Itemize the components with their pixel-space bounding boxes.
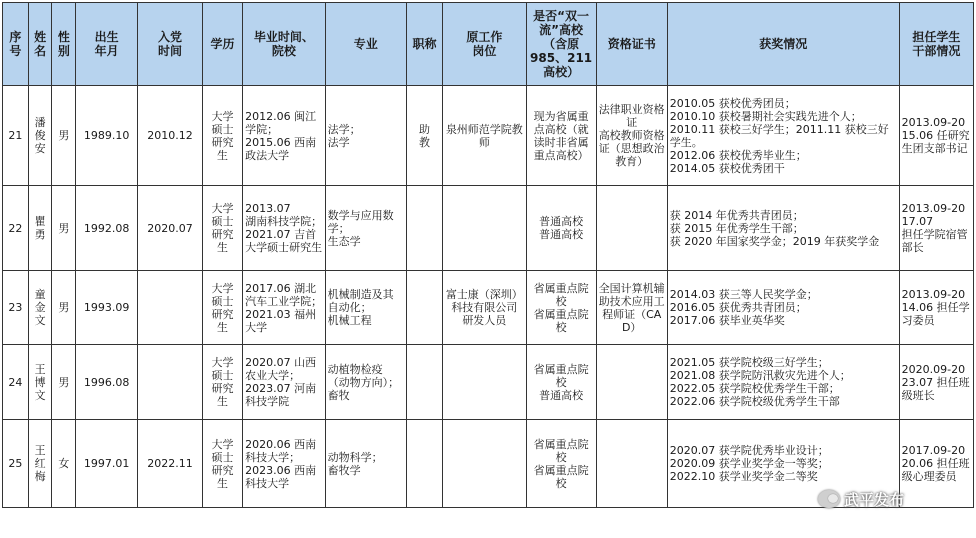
- cell-name: 瞿 勇: [28, 186, 52, 271]
- cell-graduation: 2012.06 闽江学院； 2015.06 西南政法大学: [243, 86, 325, 186]
- cell-birth: 1989.10: [76, 86, 138, 186]
- cell-title: [407, 345, 443, 420]
- cell-prev-job: [443, 420, 526, 508]
- cell-name: 潘 俊 安: [28, 86, 52, 186]
- cell-name: 王 博 文: [28, 345, 52, 420]
- header-birth: 出生 年月: [76, 3, 138, 86]
- cell-cadre: 2013.09-2014.06 担任学习委员: [899, 271, 973, 345]
- cell-title: 助 教: [407, 86, 443, 186]
- cell-gender: 男: [52, 186, 76, 271]
- cell-cadre: 2013.09-2017.07 担任学院宿管部长: [899, 186, 973, 271]
- table-header-row: [3, 3, 974, 86]
- cell-party-join: 2022.11: [138, 420, 203, 508]
- cell-certificates: 全国计算机辅助技术应用工程师证（CAD）: [596, 271, 667, 345]
- header-gender: 性别: [52, 3, 76, 86]
- header-prev-job: 原工作 岗位: [443, 3, 526, 86]
- cell-double-first-class: 省属重点院校 省属重点院校: [526, 271, 596, 345]
- header-cadre: 担任学生 干部情况: [899, 3, 973, 86]
- cell-party-join: 2020.07: [138, 186, 203, 271]
- header-certificates: 资格证书: [596, 3, 667, 86]
- cell-index: 23: [3, 271, 29, 345]
- header-title: 职称: [407, 3, 443, 86]
- cell-cadre: 2020.09-2023.07 担任班级班长: [899, 345, 973, 420]
- cell-awards: 2010.05 获校优秀团员； 2010.10 获校暑期社会实践先进个人； 2010.11 获校三好学生；2011.11 获校三好学生。 2012.06 获校优秀毕业生； 2014.05 获校优秀团干: [667, 86, 899, 186]
- cell-prev-job: [443, 345, 526, 420]
- cell-graduation: 2013.07 湖南科技学院； 2021.07 吉首大学硕士研究生: [243, 186, 325, 271]
- cell-education: 大学 硕士 研究 生: [202, 86, 242, 186]
- cell-prev-job: 富士康（深圳）科技有限公司 研发人员: [443, 271, 526, 345]
- header-name: 姓名: [28, 3, 52, 86]
- cell-title: [407, 186, 443, 271]
- cell-title: [407, 271, 443, 345]
- cell-name: 童 金 文: [28, 271, 52, 345]
- cell-major: 动植物检疫（动物方向）； 畜牧: [325, 345, 406, 420]
- cell-major: 机械制造及其自动化； 机械工程: [325, 271, 406, 345]
- cell-certificates: [596, 345, 667, 420]
- cell-certificates: 法律职业资格证 高校教师资格证（思想政治教育）: [596, 86, 667, 186]
- personnel-table: [2, 2, 974, 508]
- cell-awards: 2020.07 获学院优秀毕业设计； 2020.09 获学业奖学金一等奖； 2022.10 获学业奖学金二等奖: [667, 420, 899, 508]
- cell-title: [407, 420, 443, 508]
- cell-name: 王 红 梅: [28, 420, 52, 508]
- cell-gender: 男: [52, 86, 76, 186]
- cell-double-first-class: 省属重点院校 省属重点院校: [526, 420, 596, 508]
- cell-party-join: [138, 271, 203, 345]
- cell-graduation: 2017.06 湖北汽车工业学院； 2021.03 福州大学: [243, 271, 325, 345]
- cell-education: 大学 硕士 研究 生: [202, 420, 242, 508]
- header-awards: 获奖情况: [667, 3, 899, 86]
- cell-gender: 男: [52, 271, 76, 345]
- cell-birth: 1992.08: [76, 186, 138, 271]
- cell-major: 数学与应用数学； 生态学: [325, 186, 406, 271]
- cell-graduation: 2020.07 山西农业大学； 2023.07 河南科技学院: [243, 345, 325, 420]
- cell-double-first-class: 普通高校 普通高校: [526, 186, 596, 271]
- cell-graduation: 2020.06 西南科技大学； 2023.06 西南科技大学: [243, 420, 325, 508]
- cell-index: 22: [3, 186, 29, 271]
- cell-party-join: 2010.12: [138, 86, 203, 186]
- table-row: [3, 271, 974, 345]
- cell-education: 大学 硕士 研究 生: [202, 186, 242, 271]
- cell-party-join: [138, 345, 203, 420]
- cell-major: 动物科学； 畜牧学: [325, 420, 406, 508]
- cell-prev-job: 泉州师范学院教师: [443, 86, 526, 186]
- table-row: [3, 345, 974, 420]
- header-party-join: 入党 时间: [138, 3, 203, 86]
- table-row: [3, 186, 974, 271]
- cell-birth: 1996.08: [76, 345, 138, 420]
- header-double-first-class: 是否“双一 流”高校 （含原 985、211 高校）: [526, 3, 596, 86]
- cell-index: 21: [3, 86, 29, 186]
- header-education: 学历: [202, 3, 242, 86]
- cell-certificates: [596, 420, 667, 508]
- cell-double-first-class: 省属重点院校 普通高校: [526, 345, 596, 420]
- header-index: 序号: [3, 3, 29, 86]
- header-graduation: 毕业时间、 院校: [243, 3, 325, 86]
- cell-gender: 女: [52, 420, 76, 508]
- cell-education: 大学 硕士 研究 生: [202, 271, 242, 345]
- cell-index: 25: [3, 420, 29, 508]
- cell-cadre: 2017.09-2020.06 担任班级心理委员: [899, 420, 973, 508]
- cell-birth: 1997.01: [76, 420, 138, 508]
- cell-prev-job: [443, 186, 526, 271]
- cell-certificates: [596, 186, 667, 271]
- cell-index: 24: [3, 345, 29, 420]
- cell-major: 法学； 法学: [325, 86, 406, 186]
- table-row: [3, 420, 974, 508]
- cell-awards: 获 2014 年优秀共青团员； 获 2015 年优秀学生干部； 获 2020 年国家奖学金；2019 年获奖学金: [667, 186, 899, 271]
- watermark-text: 武平发布: [844, 490, 905, 509]
- cell-awards: 2021.05 获学院校级三好学生； 2021.08 获学院防汛救灾先进个人； 2022.05 获学院校优秀学生干部； 2022.06 获学院校级优秀学生干部: [667, 345, 899, 420]
- table-row: [3, 86, 974, 186]
- cell-cadre: 2013.09-2015.06 任研究生团支部书记: [899, 86, 973, 186]
- cell-double-first-class: 现为省属重点高校（就读时非省属重点高校）: [526, 86, 596, 186]
- cell-awards: 2014.03 获三等人民奖学金； 2016.05 获优秀共青团员； 2017.06 获毕业英华奖: [667, 271, 899, 345]
- cell-gender: 男: [52, 345, 76, 420]
- header-major: 专业: [325, 3, 406, 86]
- cell-birth: 1993.09: [76, 271, 138, 345]
- cell-education: 大学 硕士 研究 生: [202, 345, 242, 420]
